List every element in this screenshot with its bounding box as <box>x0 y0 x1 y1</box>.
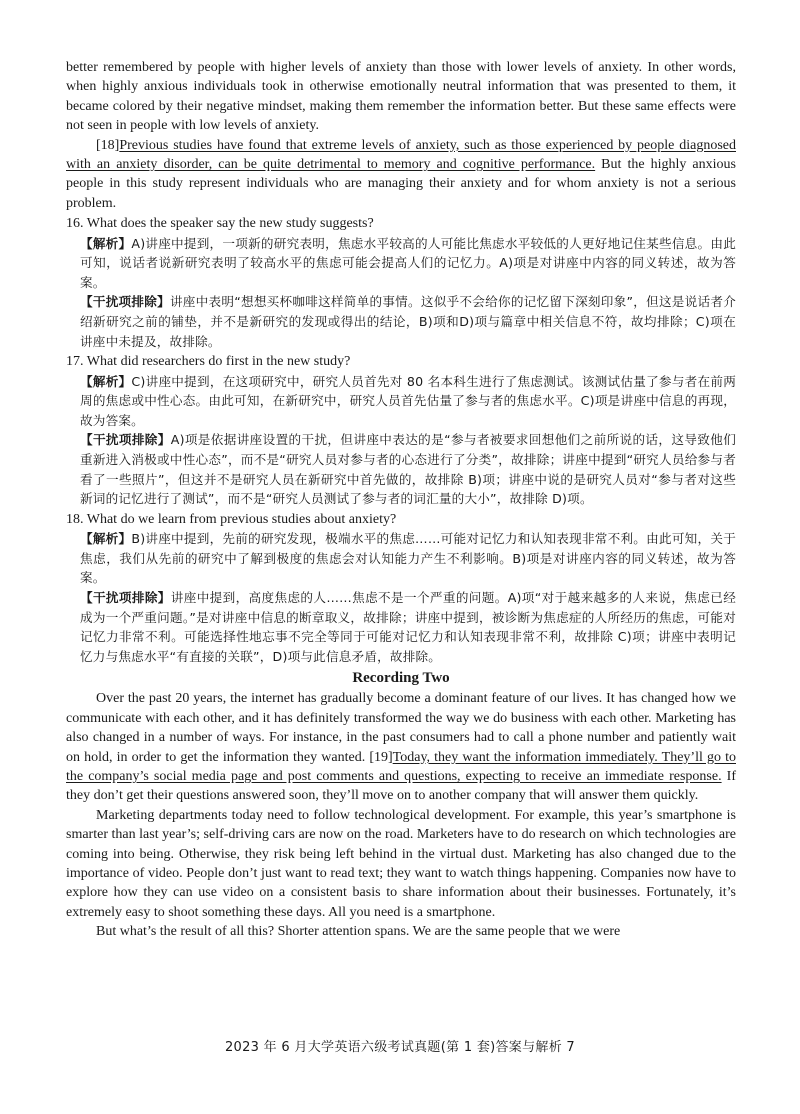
distractor-17 <box>66 430 736 508</box>
analysis-text: B)讲座中提到，先前的研究发现，极端水平的焦虑……可能对记忆力和认知表现非常不利。由此可知，关于焦虑，我们从先前的研究中了解到极度的焦虑会对认知能力产生不利影响。B)项是对讲座内容的同义转述，故为答案。 <box>80 531 736 586</box>
answer-marker-19: [19] <box>369 749 393 765</box>
distractor-text: A)项是依据讲座设置的干扰，但讲座中表达的是“参与者被要求回想他们之前所说的话，这导致他们重新进入消极或中性心态”，而不是“研究人员对参与者的心态进行了分类”，故排除；讲座中提到“研究人员给参与者看了一些照片”，但这并不是研究人员在新研究中首先做的，故排除 B)项；讲座中说的是研究人员对“参与者对这些新词的记忆进行了测试”，而不是“研究人员测试了参与者的词汇量的大小”，故排除 D)项。 <box>80 432 736 507</box>
intro-paragraph-1: better remembered by people with higher levels of anxiety than those with lower levels of anxiety. In other words, when highly anxious individuals took in otherwise emotionally neutral information that was presented to them, it became colored by their negative mindset, making them remember the information better. But these same effects were not seen in people with low levels of anxiety. <box>66 60 736 134</box>
recording-two-paragraph-2: Marketing departments today need to follow technological development. For example, this year’s smartphone is smarter than last year’s; self-driving cars are now on the road. Marketers have to do research on which technologies are coming into being. Otherwise, they risk being left behind in the virtual dust. Marketing has also changed due to the importance of video. People don’t just want to read text; they want to watch things happening. Companies now have to explore how they can use video on a consistent basis to share information about their businesses. Fortunately, it’s extremely easy to shoot something these days. All you need is a smartphone. <box>66 807 736 920</box>
recording-two-paragraph-3: But what’s the result of all this? Shorter attention spans. We are the same people that we were <box>96 924 621 940</box>
recording-two-paragraph-1-end: If they don’t get their questions answered soon, they’ll move on to another company that will answer them quickly. <box>66 768 736 804</box>
question-17: 17. What did researchers do first in the new study? <box>66 354 351 370</box>
underlined-answer-19: Today, they want the information immediately. They’ll go to the company’s social media page and post comments and questions, expecting to receive an immediate response. <box>66 749 736 784</box>
question-16: 16. What does the speaker say the new study suggests? <box>66 216 374 232</box>
analysis-16 <box>66 234 736 293</box>
distractor-text: 讲座中提到，高度焦虑的人……焦虑不是一个严重的问题。A)项“对于越来越多的人来说，焦虑已经成为一个严重问题。”是对讲座中信息的断章取义，故排除；讲座中提到，被诊断为焦虑症的人所经历的焦虑，可能对记忆力非常不利。可能选择性地忘事不完全等同于可能对记忆力和认知表现非常不利，故排除 C)项；讲座中表明记忆力与焦虑水平“有直接的关联”，D)项与此信息矛盾，故排除。 <box>80 589 736 664</box>
page-footer: 2023 年 6 月大学英语六级考试真题(第 1 套)答案与解析 7 <box>224 1040 576 1055</box>
distractor-16 <box>66 292 736 351</box>
recording-two-paragraph-1-start: Over the past 20 years, the internet has gradually become a dominant feature of our lives. It has changed how we communicate with each other, and it has definitely transformed the way we do business with each other. Marketing has also changed in a number of ways. For instance, in the past consumers had to call a phone number and patiently wait on hold, in order to get the information they wanted. <box>66 691 736 765</box>
analysis-tag: 【解析】 <box>80 235 132 251</box>
distractor-tag: 【干扰项排除】 <box>80 294 170 310</box>
document-page <box>66 58 736 942</box>
analysis-17 <box>66 372 736 431</box>
underlined-answer-18: Previous studies have found that extreme levels of anxiety, such as those experienced by people diagnosed with an anxiety disorder, can be quite detrimental to memory and cognitive performance. <box>66 137 736 173</box>
distractor-tag: 【干扰项排除】 <box>80 589 171 605</box>
analysis-text: C)讲座中提到，在这项研究中，研究人员首先对 80 名本科生进行了焦虑测试。该测试估量了参与者在前两周的焦虑或中性心态。由此可知，在新研究中，研究人员首先估量了参与者的焦虑水平。C)项是讲座中信息的再现，故为答案。 <box>80 373 736 428</box>
distractor-18 <box>66 588 736 666</box>
recording-two-paragraph-1 <box>66 689 736 805</box>
answer-marker-18: [18] <box>96 137 120 153</box>
analysis-tag: 【解析】 <box>80 373 132 389</box>
analysis-18 <box>66 529 736 588</box>
analysis-text: A)讲座中提到，一项新的研究表明，焦虑水平较高的人可能比焦虑水平较低的人更好地记住某些信息。由此可知，说话者说新研究表明了较高水平的焦虑可能会提高人们的记忆力。A)项是对讲座中内容的同义转述，故为答案。 <box>80 235 736 290</box>
distractor-text: 讲座中表明“想想买杯咖啡这样简单的事情。这似乎不会给你的记忆留下深刻印象”，但这是说话者介绍新研究之前的铺垫，并不是新研究的发现或得出的结论，B)项和D)项与篇章中相关信息不符，故均排除；C)项在讲座中未提及，故排除。 <box>80 294 736 349</box>
intro-paragraph-2 <box>66 136 736 214</box>
analysis-tag: 【解析】 <box>80 531 132 547</box>
section-heading-recording-two: Recording Two <box>352 670 450 687</box>
question-18: 18. What do we learn from previous studies about anxiety? <box>66 511 397 527</box>
intro-paragraph-2-rest: But the highly anxious people in this study represent individuals who are managing their anxiety and for whom anxiety is not a serious problem. <box>66 157 736 211</box>
distractor-tag: 【干扰项排除】 <box>80 432 171 448</box>
